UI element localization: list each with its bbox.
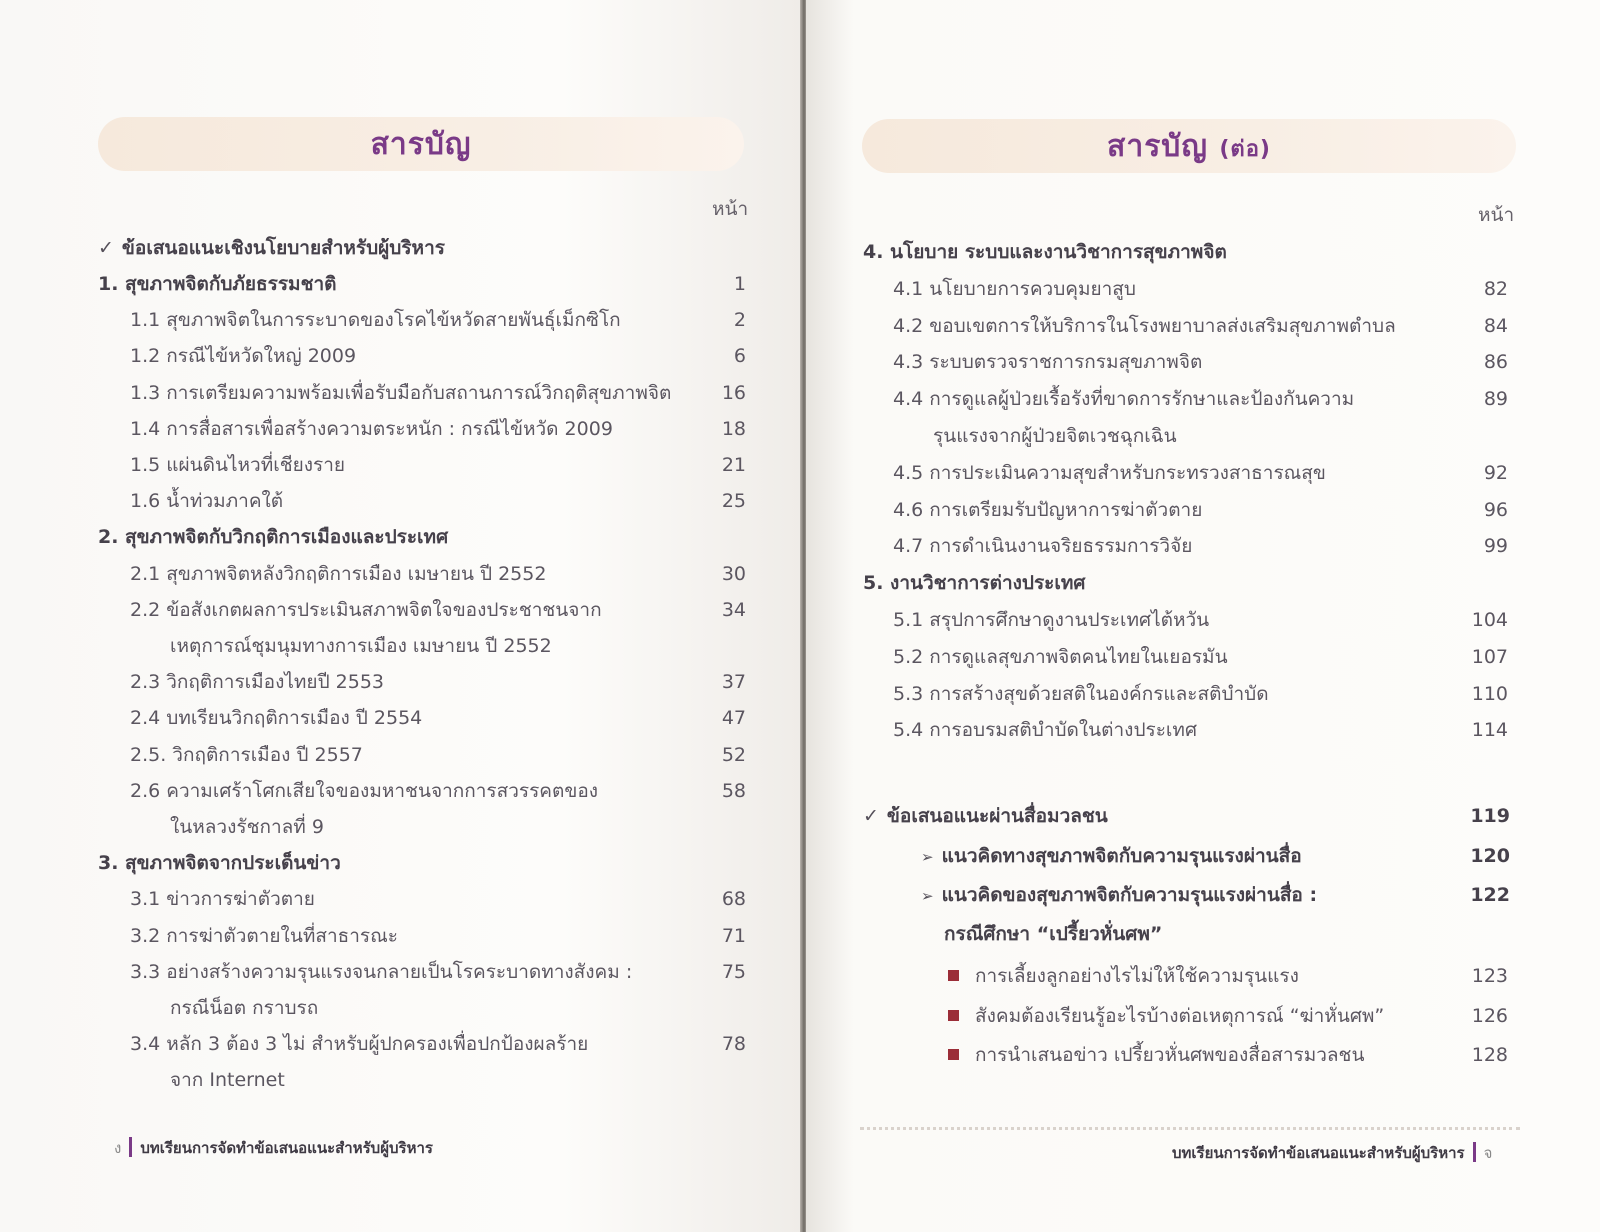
bullet-item [948,958,1299,994]
toc-page-number: 89 [1483,388,1508,411]
footer-divider [129,1137,132,1157]
toc-page-number: 52 [721,743,746,766]
bullet-item [948,1037,1364,1073]
toc-entry: 1.6 น้ำท่วมภาคใต้ [130,490,284,513]
bullet-item-page: 126 [1471,1004,1508,1027]
bullet-item-text: การนำเสนอข่าว เปรี้ยวหั่นศพของสื่อสารมวลชน [975,1044,1365,1066]
toc-entry: 2.1 สุขภาพจิตหลังวิกฤติการเมือง เมษายน ปี 2552 [130,562,547,585]
toc-entry-continuation: ในหลวงรัชกาลที่ 9 [170,816,324,838]
right-footer-page-number: จ [1483,1144,1493,1162]
media-item [921,877,1317,914]
left-footer-text: บทเรียนการจัดทำข้อเสนอแนะสำหรับผู้บริหาร [140,1139,433,1157]
left-top-heading [98,230,445,266]
media-heading-text: ข้อเสนอแนะผ่านสื่อมวลชน [886,805,1108,827]
toc-section-heading: 5. งานวิชาการต่างประเทศ [863,572,1086,595]
toc-page-number: 1 [733,273,746,295]
left-page-title: สารบัญ [370,126,472,162]
toc-entry-continuation: เหตุการณ์ชุมนุมทางการเมือง เมษายน ปี 2552 [170,635,552,657]
toc-page-number: 92 [1483,461,1508,484]
left-top-heading-text: ข้อเสนอแนะเชิงนโยบายสำหรับผู้บริหาร [121,237,445,259]
toc-entry: 4.1 นโยบายการควบคุมยาสูบ [893,277,1136,300]
media-item-text: แนวคิดของสุขภาพจิตกับความรุนแรงผ่านสื่อ : [941,884,1318,906]
footer-dotted-rule [860,1127,1520,1130]
toc-page-number: 82 [1483,277,1508,300]
media-item-continuation: กรณีศึกษา “เปรี้ยวหั่นศพ” [944,923,1163,945]
bullet-item-text: สังคมต้องเรียนรู้อะไรบ้างต่อเหตุการณ์ “ฆ่าหั่นศพ” [975,1004,1385,1027]
square-bullet-icon [948,1010,959,1021]
arrow-bullet-icon: ➢ [921,887,934,905]
media-heading [863,798,1108,834]
toc-page-number: 84 [1483,314,1508,337]
media-item-page: 122 [1470,884,1510,906]
toc-entry-continuation: กรณีน็อต กราบรถ [170,997,319,1019]
toc-page-number: 114 [1471,719,1508,742]
toc-page-number: 78 [721,1033,746,1056]
toc-page-number: 21 [721,454,746,476]
right-title-band [862,119,1516,173]
left-footer [114,1136,433,1160]
square-bullet-icon [948,1049,959,1060]
media-heading-page: 119 [1470,805,1510,827]
toc-page-number: 30 [721,562,746,585]
toc-entry: 2.3 วิกฤติการเมืองไทยปี 2553 [130,671,385,694]
toc-page-number: 110 [1471,682,1508,705]
checkmark-icon: ✓ [98,237,114,259]
toc-entry: 5.1 สรุปการศึกษาดูงานประเทศไต้หวัน [893,609,1210,631]
toc-entry: 5.3 การสร้างสุขด้วยสติในองค์กรและสติบำบัด [893,682,1269,705]
toc-entry: 4.7 การดำเนินงานจริยธรรมการวิจัย [893,535,1193,558]
toc-page-number: 86 [1483,351,1508,374]
media-item [921,838,1302,875]
toc-page-number: 25 [721,490,746,513]
toc-entry: 1.3 การเตรียมความพร้อมเพื่อรับมือกับสถานการณ์วิกฤติสุขภาพจิต [130,381,672,404]
toc-entry: 5.2 การดูแลสุขภาพจิตคนไทยในเยอรมัน [893,645,1228,668]
bullet-item-page: 128 [1471,1044,1508,1066]
toc-page-number: 71 [721,924,746,947]
toc-entry: 2.4 บทเรียนวิกฤติการเมือง ปี 2554 [130,707,423,730]
toc-page-number: 16 [721,381,746,404]
footer-divider [1473,1142,1476,1162]
toc-entry: 4.4 การดูแลผู้ป่วยเรื้อรังที่ขาดการรักษาและป้องกันความ [893,388,1355,411]
toc-section-heading: 4. นโยบาย ระบบและงานวิชาการสุขภาพจิต [863,241,1227,263]
right-footer-text: บทเรียนการจัดทำข้อเสนอแนะสำหรับผู้บริหาร [1172,1144,1465,1162]
toc-section-heading: 3. สุขภาพจิตจากประเด็นข่าว [98,852,341,875]
bullet-item [948,998,1384,1034]
toc-page-number: 104 [1471,609,1508,631]
toc-entry: 3.1 ข่าวการฆ่าตัวตาย [130,888,315,911]
toc-page-number: 107 [1471,645,1508,668]
toc-page-number: 18 [721,417,746,440]
toc-entry: 4.5 การประเมินความสุขสำหรับกระทรวงสาธารณสุข [893,461,1326,484]
toc-page-number: 47 [721,707,746,730]
toc-page-number: 99 [1483,535,1508,558]
right-page-column-header: หน้า [1478,204,1515,226]
arrow-bullet-icon: ➢ [921,848,934,866]
media-item-text: แนวคิดทางสุขภาพจิตกับความรุนแรงผ่านสื่อ [941,845,1302,867]
right-title-suffix: (ต่อ) [1219,136,1271,162]
square-bullet-icon [948,970,959,981]
toc-page-number: 37 [721,671,746,694]
toc-entry-continuation: รุนแรงจากผู้ป่วยจิตเวชฉุกเฉิน [933,425,1177,447]
toc-entry: 3.2 การฆ่าตัวตายในที่สาธารณะ [130,924,398,947]
toc-section-heading: 1. สุขภาพจิตกับภัยธรรมชาติ [98,273,337,295]
toc-entry: 5.4 การอบรมสติบำบัดในต่างประเทศ [893,719,1197,742]
toc-page-number: 34 [721,598,746,621]
toc-entry: 1.2 กรณีไข้หวัดใหญ่ 2009 [130,345,357,368]
toc-page-number: 2 [733,309,746,332]
toc-page-number: 6 [733,345,746,368]
left-page-column-header: หน้า [712,198,749,220]
toc-page-number: 96 [1483,498,1508,521]
toc-entry: 1.1 สุขภาพจิตในการระบาดของโรคไข้หวัดสายพันธุ์เม็กซิโก [130,309,621,332]
left-title-band [98,117,744,171]
bullet-item-page: 123 [1471,965,1508,987]
toc-entry: 2.6 ความเศร้าโศกเสียใจของมหาชนจากการสวรรคตของ [130,779,599,802]
left-footer-page-number: ง [114,1139,122,1157]
right-title-main: สารบัญ [1107,128,1208,164]
right-page-title [1107,123,1271,170]
toc-section-heading: 2. สุขภาพจิตกับวิกฤติการเมืองและประเทศ [98,526,449,549]
checkmark-icon: ✓ [863,805,879,827]
toc-entry-continuation: จาก Internet [170,1069,285,1092]
toc-entry: 3.3 อย่างสร้างความรุนแรงจนกลายเป็นโรคระบาดทางสังคม : [130,960,633,983]
toc-entry: 1.5 แผ่นดินไหวที่เชียงราย [130,454,346,476]
toc-entry: 1.4 การสื่อสารเพื่อสร้างความตระหนัก : กรณีไข้หวัด 2009 [130,417,613,440]
toc-page-number: 68 [721,888,746,911]
toc-entry: 4.2 ขอบเขตการให้บริการในโรงพยาบาลส่งเสริมสุขภาพตำบล [893,314,1396,337]
media-item-page: 120 [1470,845,1510,867]
toc-page-number: 58 [721,779,746,802]
toc-entry: 2.2 ข้อสังเกตผลการประเมินสภาพจิตใจของประชาชนจาก [130,598,602,621]
bullet-item-text: การเลี้ยงลูกอย่างไรไม่ให้ใช้ความรุนแรง [975,965,1299,987]
toc-entry: 4.6 การเตรียมรับปัญหาการฆ่าตัวตาย [893,498,1203,521]
toc-page-number: 75 [721,960,746,983]
toc-entry: 4.3 ระบบตรวจราชการกรมสุขภาพจิต [893,351,1203,374]
right-footer [1172,1141,1492,1165]
toc-entry: 2.5. วิกฤติการเมือง ปี 2557 [130,743,363,766]
toc-entry: 3.4 หลัก 3 ต้อง 3 ไม่ สำหรับผู้ปกครองเพื่อปกป้องผลร้าย [130,1033,589,1056]
